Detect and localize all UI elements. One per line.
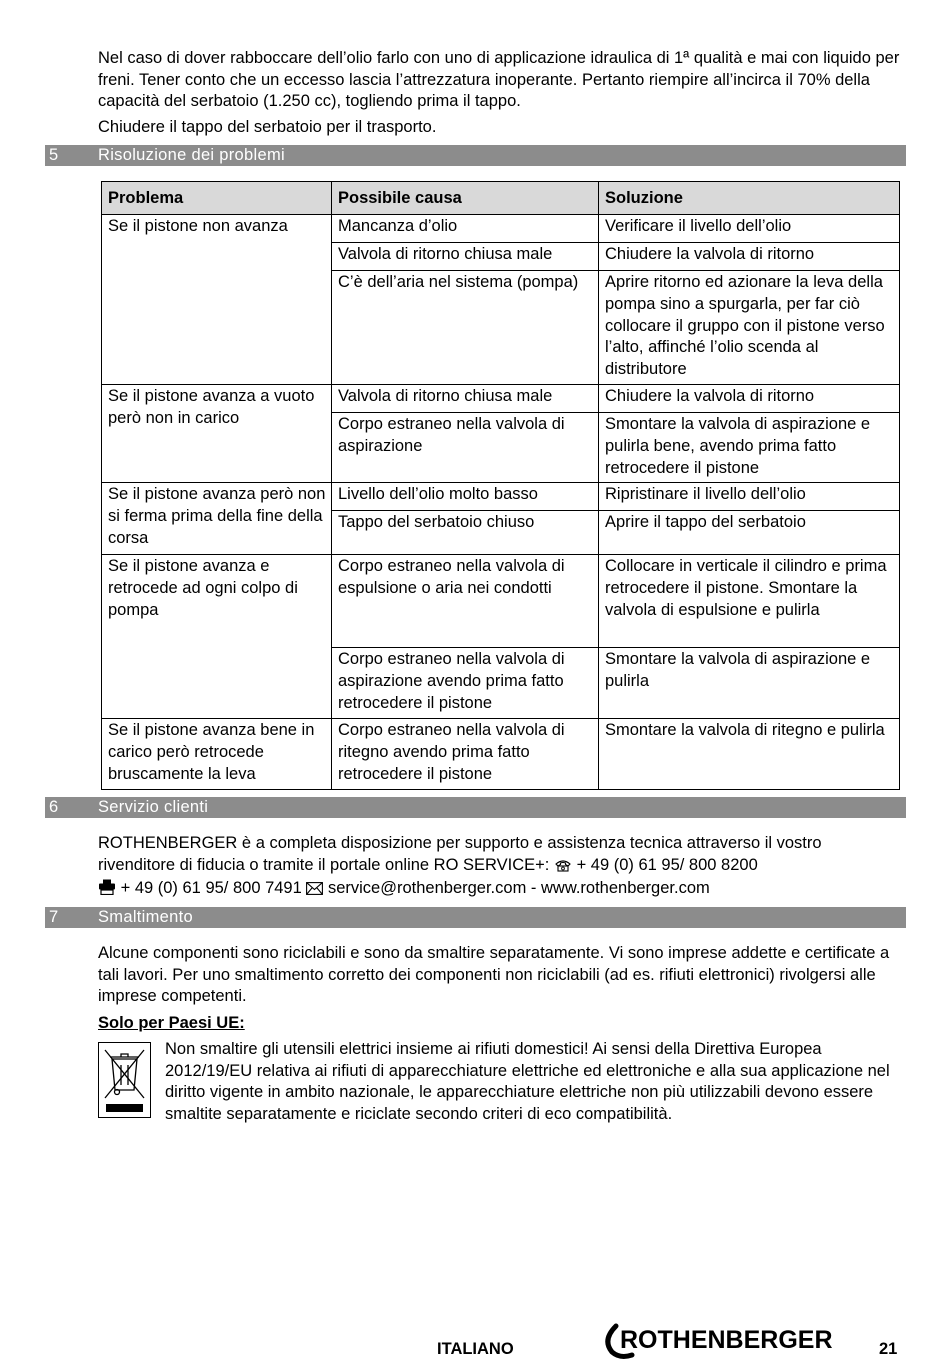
customer-service-paragraph	[98, 833, 903, 902]
cause-cell: Mancanza d’olio	[332, 215, 599, 243]
solution-cell: Chiudere la valvola di ritorno	[599, 243, 900, 271]
section-number: 6	[49, 798, 59, 816]
solution-cell: Smontare la valvola di aspirazione e pulirla bene, avendo prima fatto retrocedere il pistone	[599, 413, 900, 483]
cause-cell: Tappo del serbatoio chiuso	[332, 511, 599, 555]
footer-language: ITALIANO	[437, 1340, 514, 1358]
customer-service-text: ROTHENBERGER è a completa disposizione per supporto e assistenza tecnica attraverso il vostro rivenditore di fiducia o tramite il portale online RO SERVICE+:	[98, 834, 822, 874]
table-row	[102, 555, 900, 648]
section-title: Servizio clienti	[98, 798, 209, 816]
cause-cell: Corpo estraneo nella valvola di ritegno avendo prima fatto retrocedere il pistone	[332, 719, 599, 790]
cause-cell: Livello dell’olio molto basso	[332, 483, 599, 511]
mail-icon	[306, 880, 323, 902]
email-address: service@rothenberger.com	[327, 879, 527, 897]
solution-cell: Smontare la valvola di aspirazione e pulirla	[599, 648, 900, 719]
problem-cell: Se il pistone avanza a vuoto però non in carico	[102, 385, 332, 483]
website-address: www.rothenberger.com	[541, 879, 710, 897]
section-header-customer-service	[45, 797, 906, 818]
section-title: Smaltimento	[98, 908, 194, 926]
cause-cell: Corpo estraneo nella valvola di espulsione o aria nei condotti	[332, 555, 599, 648]
page-number: 21	[879, 1340, 898, 1358]
rothenberger-logo	[600, 1322, 862, 1360]
logo-wordmark: ROTHENBERGER	[620, 1326, 833, 1354]
problem-cell: Se il pistone avanza però non si ferma prima della fine della corsa	[102, 483, 332, 555]
contact-separator: -	[530, 879, 537, 897]
weee-directive-paragraph: Non smaltire gli utensili elettrici insieme ai rifiuti domestici! Ai sensi della Direttiva Europea 2012/19/EU relativa ai rifiuti di apparecchiature elettriche ed elettroniche e alla sua applicazione nel diritto vigente in ambito nazionale, le apparecchiature elettriche non più utilizzabili devono essere smaltite separatamente e riciclate secondo criteri di eco compatibilità.	[165, 1040, 890, 1123]
problem-cell: Se il pistone avanza e retrocede ad ogni colpo di pompa	[102, 555, 332, 719]
solution-cell: Aprire ritorno ed azionare la leva della pompa sino a spurgarla, per far ciò collocare il gruppo con il pistone verso l’alto, affinché l’olio scenda al distributore	[599, 271, 900, 385]
solution-cell: Collocare in verticale il cilindro e prima retrocedere il pistone. Smontare la valvola di espulsione e pulirla	[599, 555, 900, 648]
disposal-paragraph: Alcune componenti sono riciclabili e sono da smaltire separatamente. Vi sono imprese addette e certificate a tali lavori. Per uno smaltimento corretto dei componenti non riciclabili (ad es. rifiuti elettronici) rivolgersi alle imprese competenti.	[98, 944, 890, 1005]
cause-cell: Valvola di ritorno chiusa male	[332, 243, 599, 271]
cause-cell: C’è dell’aria nel sistema (pompa)	[332, 271, 599, 385]
cause-cell: Valvola di ritorno chiusa male	[332, 385, 599, 413]
column-header-solution: Soluzione	[599, 182, 900, 215]
eu-only-heading: Solo per Paesi UE:	[98, 1014, 245, 1032]
solution-cell: Verificare il livello dell’olio	[599, 215, 900, 243]
solution-cell: Smontare la valvola di ritegno e pulirla	[599, 719, 900, 790]
table-row	[102, 483, 900, 511]
fax-number: + 49 (0) 61 95/ 800 7491	[120, 879, 302, 897]
table-row	[102, 385, 900, 413]
section-number: 5	[49, 146, 59, 164]
problem-cell: Se il pistone avanza bene in carico però retrocede bruscamente la leva	[102, 719, 332, 790]
troubleshooting-table	[101, 181, 900, 790]
section-header-troubleshooting	[45, 145, 906, 166]
column-header-cause: Possibile causa	[332, 182, 599, 215]
fax-icon	[98, 879, 116, 902]
cause-cell: Corpo estraneo nella valvola di aspirazione avendo prima fatto retrocedere il pistone	[332, 648, 599, 719]
cause-cell: Corpo estraneo nella valvola di aspirazione	[332, 413, 599, 483]
solution-cell: Ripristinare il livello dell’olio	[599, 483, 900, 511]
table-row	[102, 719, 900, 790]
phone-number: + 49 (0) 61 95/ 800 8200	[576, 855, 758, 874]
problem-cell: Se il pistone non avanza	[102, 215, 332, 385]
phone-icon	[554, 857, 572, 879]
section-header-disposal	[45, 907, 906, 928]
solution-cell: Chiudere la valvola di ritorno	[599, 385, 900, 413]
solution-cell: Aprire il tappo del serbatoio	[599, 511, 900, 555]
crossed-out-wheelie-bin-icon	[98, 1042, 151, 1118]
oil-refill-paragraph: Nel caso di dover rabboccare dell’olio farlo con uno di applicazione idraulica di 1ª qualità e mai con liquido per freni. Tener conto che un eccesso lascia l’attrezzatura inoperante. Pertanto riempire all’incirca il 70% della capacità del serbatoio (1.250 cc), togliendo prima il tappo.	[98, 49, 900, 110]
transport-paragraph: Chiudere il tappo del serbatoio per il trasporto.	[98, 118, 437, 136]
table-row	[102, 215, 900, 243]
section-title: Risoluzione dei problemi	[98, 146, 285, 164]
section-number: 7	[49, 908, 59, 926]
column-header-problem: Problema	[102, 182, 332, 215]
table-header-row	[102, 182, 900, 215]
